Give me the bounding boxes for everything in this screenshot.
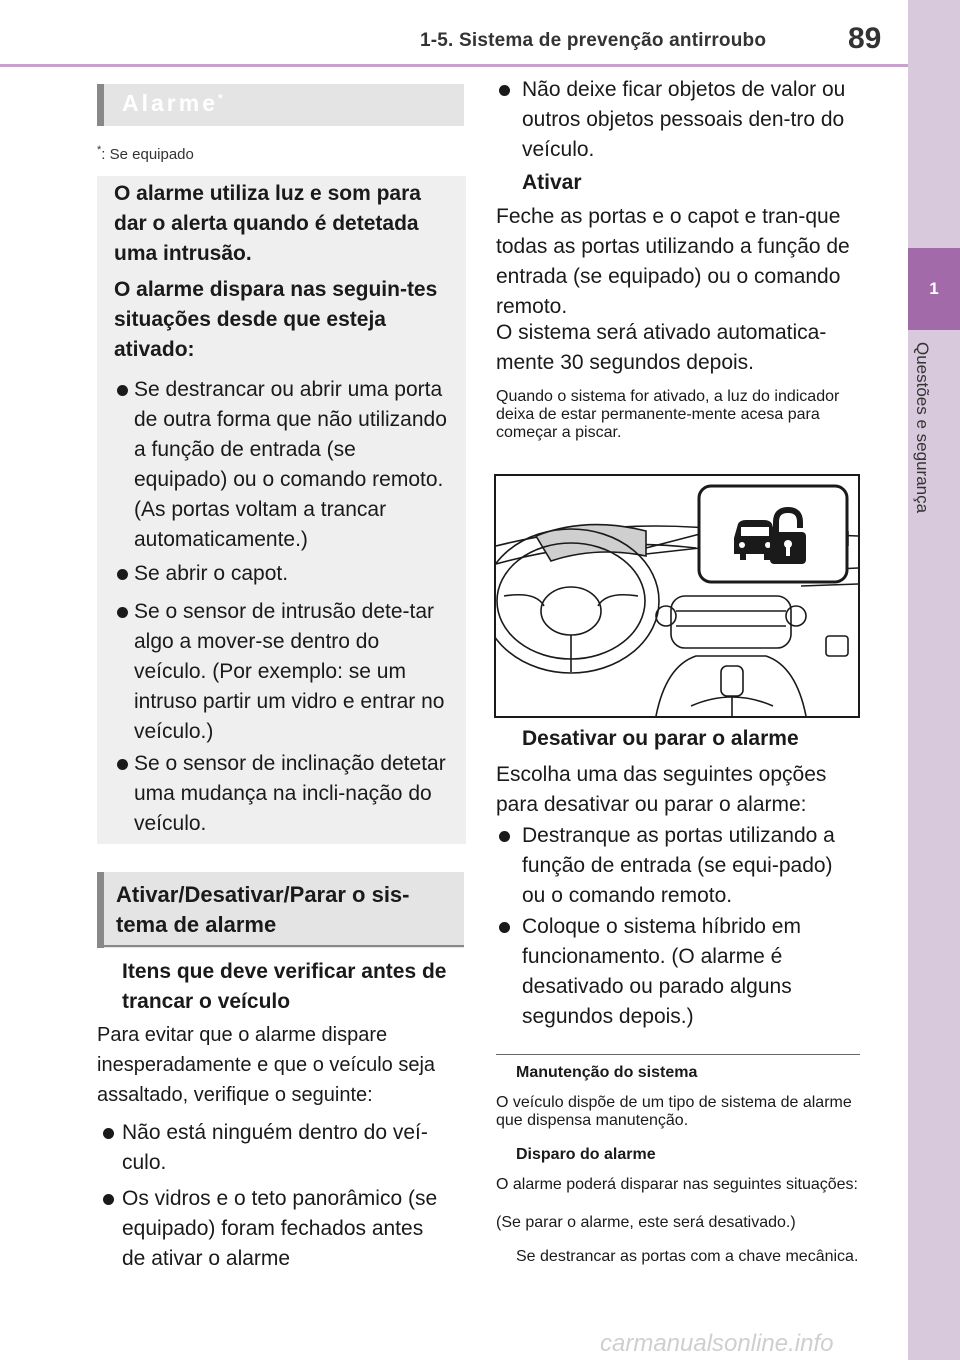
alarm-section-title: Alarme* — [122, 90, 223, 116]
bullet-icon — [117, 759, 128, 770]
deactivate-item: Destranque as portas utilizando a função de entrada (se equi-pado) ou o comando remoto. — [522, 824, 835, 907]
activate-text: Feche as portas e o capot e tran-que todas as portas utilizando a função de entrada (se equipado) ou o comando remoto. — [496, 205, 850, 318]
running-header: 1-5. Sistema de prevenção antirroubo — [420, 30, 767, 51]
alarm-intro-1: O alarme utiliza luz e som para dar o alerta quando é detetada uma intrusão. — [114, 182, 421, 265]
activate-section-header — [97, 872, 464, 948]
deactivate-text: Escolha uma das seguintes opções para desativar ou parar o alarme: — [496, 763, 827, 816]
bullet-icon — [117, 569, 128, 580]
activate-heading: Ativar — [522, 171, 582, 194]
equipped-footnote: *: Se equipado — [97, 144, 194, 163]
watermark: carmanualsonline.info — [600, 1330, 834, 1357]
alarm-intro-2: O alarme dispara nas seguin-tes situações desde que esteja ativado: — [114, 278, 438, 361]
dashboard-drawing — [496, 476, 858, 716]
page-number: 89 — [848, 22, 882, 55]
check-items-heading: Itens que deve verificar antes de trancar o veículo — [122, 960, 447, 1013]
header-divider — [0, 64, 908, 67]
activate-section-title: Ativar/Desativar/Parar o sis-tema de alarme — [116, 882, 410, 937]
alarm-section-header — [97, 84, 464, 126]
check-item: Não deixe ficar objetos de valor ou outros objetos pessoais den-tro do veículo. — [522, 78, 846, 161]
maintenance-text: O veículo dispõe de um tipo de sistema de alarme que dispensa manutenção. — [496, 1094, 852, 1129]
chapter-number-tab[interactable]: 1 — [908, 248, 960, 330]
activate-note: Quando o sistema for ativado, a luz do indicador deixa de estar permanente-mente acesa para começar a piscar. — [496, 388, 840, 441]
deactivate-heading: Desativar ou parar o alarme — [522, 727, 799, 750]
chapter-tab-strip — [908, 0, 960, 1360]
alarm-info-box — [97, 176, 466, 844]
bullet-icon — [117, 385, 128, 396]
deactivate-item: Coloque o sistema híbrido em funcionamento. (O alarme é desativado ou parado alguns segundos depois.) — [522, 915, 801, 1028]
equipped-mark: * — [217, 91, 223, 106]
bullet-icon — [499, 922, 510, 933]
check-items-intro: Para evitar que o alarme dispare inesperadamente e que o veículo seja assaltado, verifique o seguinte: — [97, 1024, 436, 1106]
notes-divider — [496, 1054, 860, 1055]
activate-text-2: O sistema será ativado automatica-mente 30 segundos depois. — [496, 321, 827, 374]
trigger-heading: Disparo do alarme — [516, 1146, 656, 1163]
check-item: Não está ninguém dentro do veí-culo. — [122, 1121, 428, 1174]
alarm-trigger-item: Se destrancar ou abrir uma porta de outra forma que não utilizando a função de entrada (se equipado) ou o comando remoto. (As portas voltam a trancar automaticamente.) — [134, 378, 447, 551]
trigger-text-2: (Se parar o alarme, este será desativado.) — [496, 1214, 796, 1231]
alarm-trigger-item: Se o sensor de intrusão dete-tar algo a mover-se dentro do veículo. (Por exemplo: se um intruso partir um vidro e entrar no veículo.) — [134, 600, 445, 743]
bullet-icon — [499, 85, 510, 96]
chapter-title-tab: Questões e segurança — [913, 342, 932, 514]
bullet-icon — [499, 831, 510, 842]
trigger-item: Se destrancar as portas com a chave mecânica. — [516, 1248, 859, 1265]
section-underline — [97, 945, 464, 947]
trigger-text: O alarme poderá disparar nas seguintes situações: — [496, 1176, 858, 1193]
check-item: Os vidros e o teto panorâmico (se equipado) foram fechados antes de ativar o alarme — [122, 1187, 438, 1270]
maintenance-heading: Manutenção do sistema — [516, 1064, 698, 1081]
bullet-icon — [103, 1128, 114, 1139]
alarm-trigger-item: Se o sensor de inclinação detetar uma mudança na incli-nação do veículo. — [134, 752, 446, 835]
bullet-icon — [103, 1194, 114, 1205]
bullet-icon — [117, 607, 128, 618]
alarm-trigger-item: Se abrir o capot. — [134, 562, 289, 585]
security-indicator-illustration — [494, 474, 860, 718]
